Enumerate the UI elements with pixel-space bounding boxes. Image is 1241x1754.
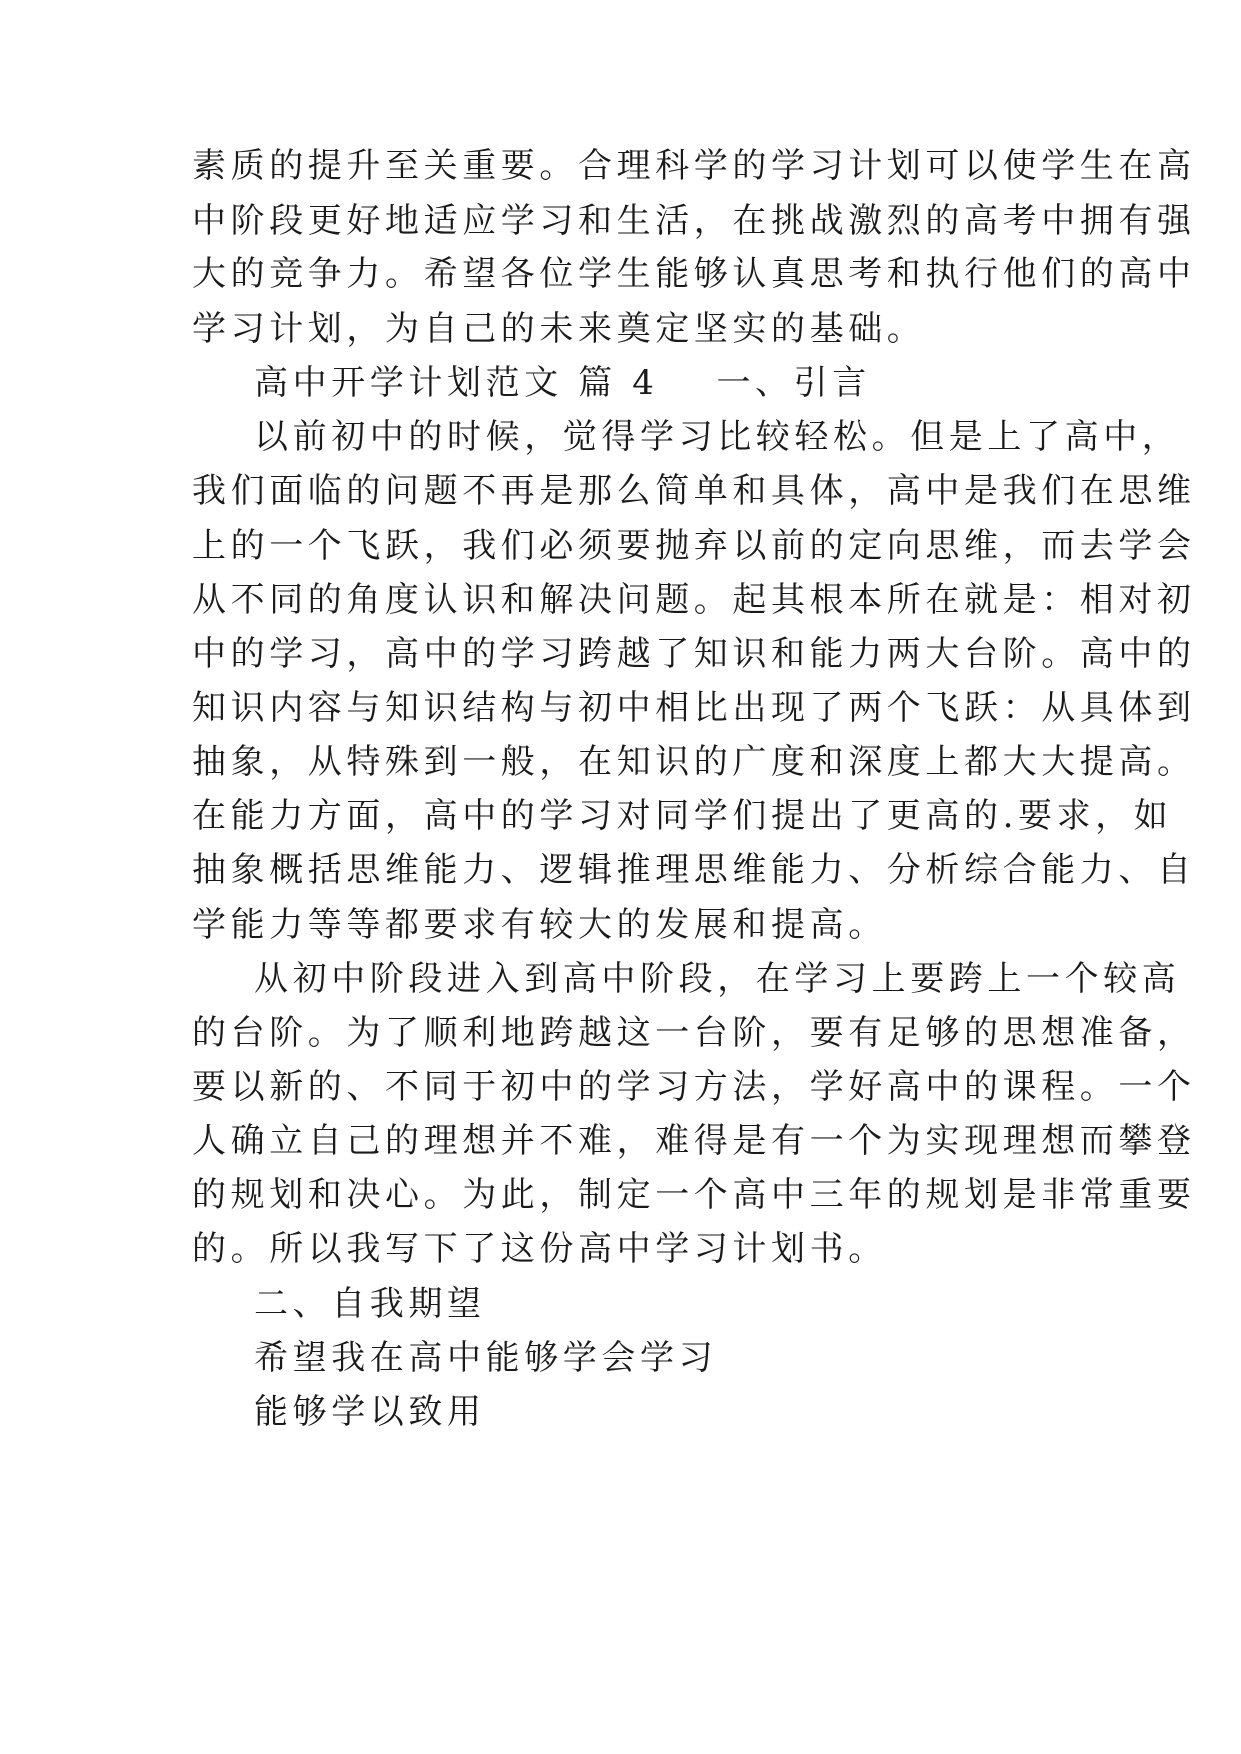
article-title: 高中开学计划范文 篇 4 (254, 363, 659, 403)
text-line: 在能力方面，高中的学习对同学们提出了更高的.要求，如 (192, 796, 1173, 836)
section-title: 一、引言 (716, 363, 871, 403)
text-line: 从初中阶段进入到高中阶段，在学习上要跨上一个较高 (254, 959, 1181, 999)
text-line: 上的一个飞跃，我们必须要抛弃以前的定向思维，而去学会 (192, 526, 1196, 566)
text-line: 从不同的角度认识和解决问题。起其根本所在就是：相对初 (192, 580, 1196, 620)
text-line: 要以新的、不同于初中的学习方法，学好高中的课程。一个 (192, 1067, 1196, 1107)
text-line: 人确立自己的理想并不难，难得是有一个为实现理想而攀登 (192, 1121, 1196, 1161)
text-line: 学习计划，为自己的未来奠定坚实的基础。 (192, 309, 926, 349)
text-line: 的。所以我写下了这份高中学习计划书。 (192, 1229, 887, 1269)
text-line: 大的竞争力。希望各位学生能够认真思考和执行他们的高中 (192, 254, 1196, 294)
text-line: 知识内容与知识结构与初中相比出现了两个飞跃：从具体到 (192, 688, 1196, 728)
section-heading (254, 354, 1134, 412)
text-line: 抽象概括思维能力、逻辑推理思维能力、分析综合能力、自 (192, 850, 1196, 890)
text-line: 中阶段更好地适应学习和生活，在挑战激烈的高考中拥有强 (192, 201, 1196, 241)
text-line: 素质的提升至关重要。合理科学的学习计划可以使学生在高 (192, 146, 1196, 186)
text-line: 希望我在高中能够学会学习 (254, 1338, 718, 1378)
text-line: 抽象，从特殊到一般，在知识的广度和深度上都大大提高。 (192, 742, 1196, 782)
text-line: 我们面临的问题不再是那么简单和具体，高中是我们在思维 (192, 471, 1196, 511)
text-line: 能够学以致用 (254, 1392, 486, 1432)
text-line: 学能力等等都要求有较大的发展和提高。 (192, 905, 887, 945)
text-line: 以前初中的时候，觉得学习比较轻松。但是上了高中， (254, 417, 1181, 457)
subheading: 二、自我期望 (254, 1284, 486, 1324)
text-line: 中的学习，高中的学习跨越了知识和能力两大台阶。高中的 (192, 634, 1196, 674)
text-line: 的规划和决心。为此，制定一个高中三年的规划是非常重要 (192, 1175, 1196, 1215)
text-line: 的台阶。为了顺利地跨越这一台阶，要有足够的思想准备， (192, 1013, 1196, 1053)
